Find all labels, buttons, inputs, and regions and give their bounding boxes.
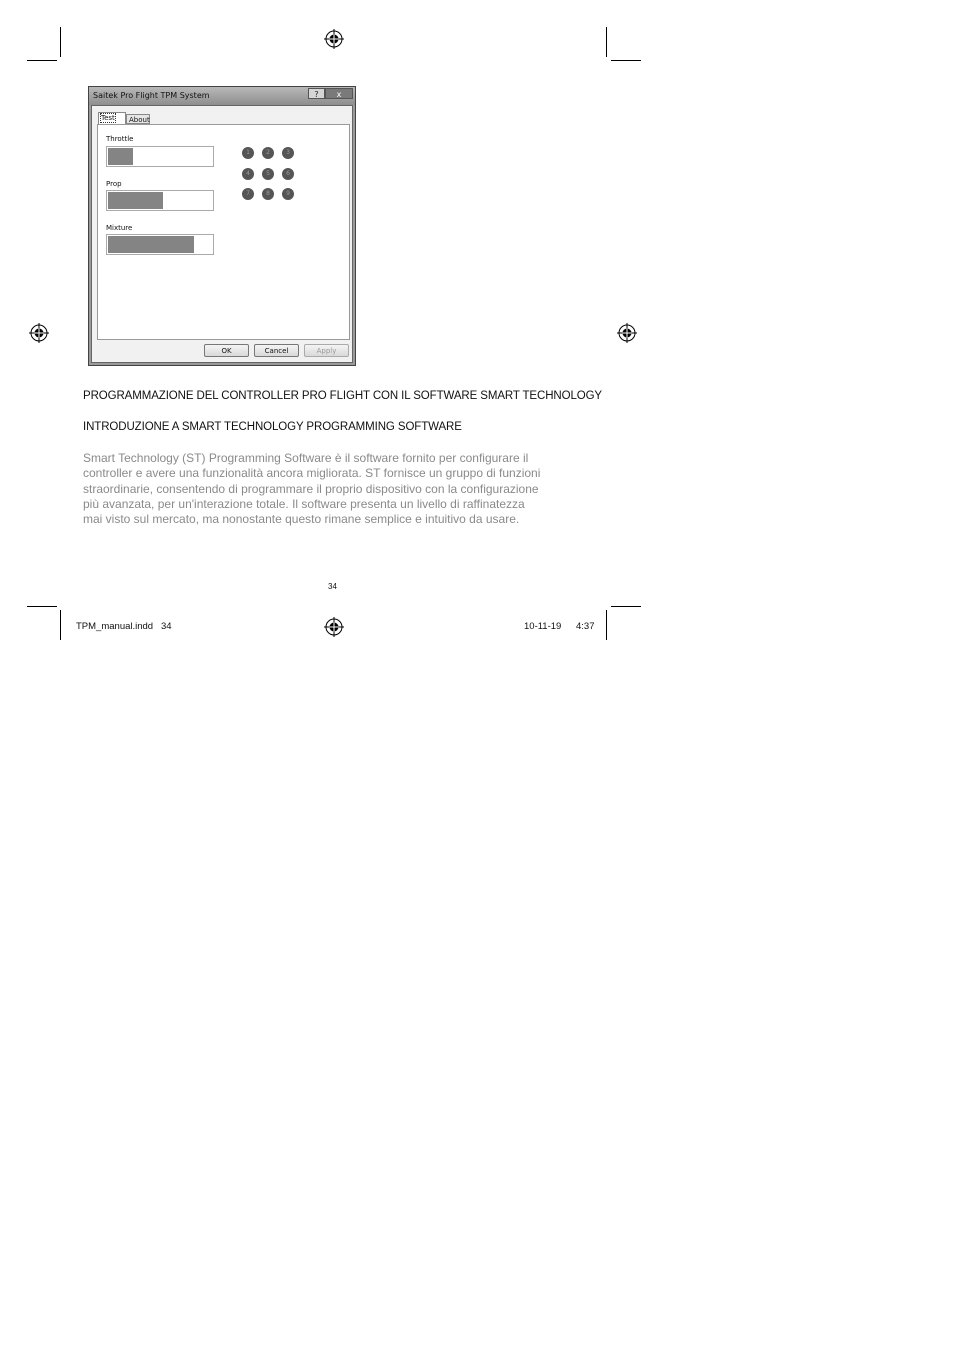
- button-indicator: 4: [242, 168, 254, 180]
- tpm-dialog-screenshot: [88, 86, 356, 366]
- paragraph-line: più avanzata, per un'interazione totale. Il software presenta un livello di raffinatezza: [83, 496, 525, 511]
- slug-filename: TPM_manual.indd 34: [76, 621, 172, 632]
- subsection-heading: INTRODUZIONE A SMART TECHNOLOGY PROGRAMMING SOFTWARE: [83, 421, 462, 433]
- button-indicator: 3: [282, 147, 294, 159]
- paragraph-line: mai visto sul mercato, ma nonostante questo rimane semplice e intuitivo da usare.: [83, 512, 520, 527]
- paragraph-line: straordinarie, consentendo di programmare il proprio dispositivo con la configurazione: [83, 481, 539, 496]
- page-number: 34: [328, 582, 337, 591]
- close-button[interactable]: x: [325, 88, 353, 99]
- crop-mark: [60, 27, 61, 57]
- button-indicator: 7: [242, 188, 254, 200]
- registration-mark-icon: [29, 323, 49, 343]
- slug-time: 4:37: [576, 621, 595, 632]
- throttle-bar-fill: [108, 148, 133, 165]
- dialog-titlebar: [89, 87, 355, 105]
- axis-label-prop: Prop: [106, 180, 122, 188]
- mixture-bar-fill: [108, 236, 194, 253]
- paragraph-line: Smart Technology (ST) Programming Software è il software fornito per configurare il: [83, 451, 529, 465]
- registration-mark-icon: [324, 617, 344, 637]
- dialog-title: Saitek Pro Flight TPM System: [93, 91, 210, 100]
- section-heading: PROGRAMMAZIONE DEL CONTROLLER PRO FLIGHT CON IL SOFTWARE SMART TECHNOLOGY: [83, 390, 603, 402]
- ok-button[interactable]: OK: [204, 344, 249, 357]
- cancel-button[interactable]: Cancel: [254, 344, 299, 357]
- prop-bar: [106, 190, 214, 211]
- tab-test[interactable]: Test: [98, 112, 126, 124]
- crop-mark: [27, 606, 57, 607]
- dialog-client: [91, 105, 353, 363]
- button-indicator: 2: [262, 147, 274, 159]
- paragraph-line: controller e avere una funzionalità ancora migliorata. ST fornisce un gruppo di funzioni: [83, 466, 541, 481]
- button-indicator: 5: [262, 168, 274, 180]
- intro-paragraph: [83, 451, 583, 527]
- axis-label-mixture: Mixture: [106, 224, 133, 232]
- crop-mark: [60, 610, 61, 640]
- registration-mark-icon: [617, 323, 637, 343]
- button-indicator: 1: [242, 147, 254, 159]
- prop-bar-fill: [108, 192, 163, 209]
- button-indicator: 8: [262, 188, 274, 200]
- crop-mark: [611, 606, 641, 607]
- slug-date: 10-11-19: [524, 621, 562, 632]
- button-indicator: 6: [282, 168, 294, 180]
- crop-mark: [606, 27, 607, 57]
- throttle-bar: [106, 146, 214, 167]
- registration-mark-icon: [324, 29, 344, 49]
- axis-label-throttle: Throttle: [106, 135, 134, 143]
- crop-mark: [606, 610, 607, 640]
- tab-about[interactable]: About: [126, 114, 150, 124]
- apply-button[interactable]: Apply: [304, 344, 349, 357]
- mixture-bar: [106, 234, 214, 255]
- crop-mark: [611, 60, 641, 61]
- test-panel: [97, 124, 350, 340]
- help-button[interactable]: ?: [308, 88, 325, 99]
- button-indicator: 9: [282, 188, 294, 200]
- crop-mark: [27, 60, 57, 61]
